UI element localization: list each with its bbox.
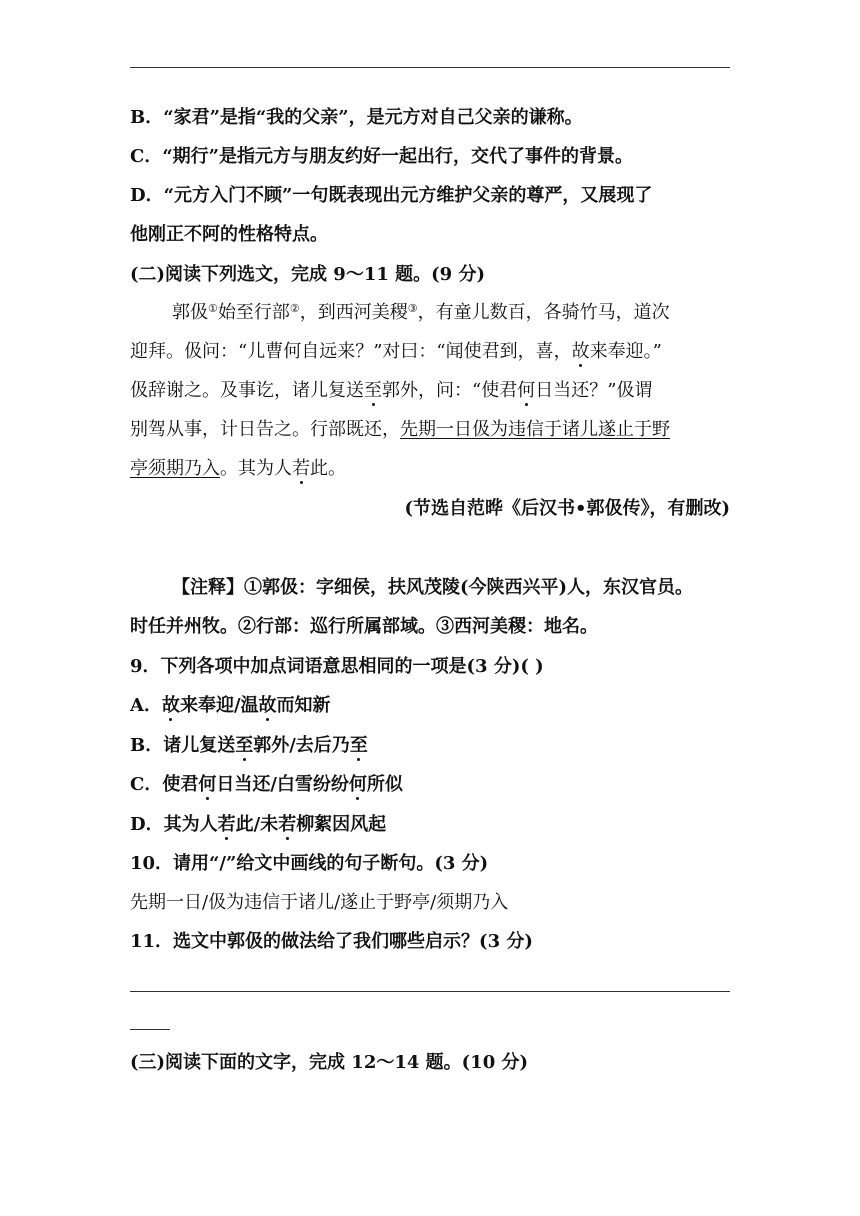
- answer-rule-short: [130, 1029, 170, 1030]
- section-three-heading: (三)阅读下面的文字，完成 12～14 题。(10 分): [130, 1052, 529, 1073]
- q9-option-c: C．使君何日当还/白雪纷纷何所似: [130, 774, 403, 795]
- dotted-char-zhi: 至: [364, 380, 382, 401]
- top-rule: [130, 67, 730, 68]
- option-d-text-line1: D．“元方入门不顾”一句既表现出元方维护父亲的尊严，又展现了: [130, 185, 653, 206]
- dotted-char-he: 何: [517, 380, 536, 401]
- answer-rule: [130, 991, 730, 992]
- underlined-sentence-part1: 先期一日伋为违信于诸儿遂止于野: [400, 419, 670, 440]
- passage-line-4: 别驾从事，计日告之。行部既还，先期一日伋为违信于诸儿遂止于野: [130, 419, 670, 440]
- underlined-sentence-part2: 亭须期乃入: [130, 458, 220, 479]
- question-10: 10．请用“/”给文中画线的句子断句。(3 分): [130, 853, 489, 874]
- dotted-char-gu: 故: [571, 341, 590, 362]
- option-c-text: C．“期行”是指元方与朋友约好一起出行，交代了事件的背景。: [130, 146, 634, 167]
- question-9: 9．下列各项中加点词语意思相同的一项是(3 分)( ): [130, 656, 544, 677]
- question-11: 11．选文中郭伋的做法给了我们哪些启示？(3 分): [130, 931, 533, 952]
- passage-line-5: 亭须期乃入。其为人若此。: [130, 458, 346, 479]
- q9-option-a: A．故来奉迎/温故而知新: [130, 695, 331, 716]
- notes-line-2: 时任并州牧。②行部：巡行所属部域。③西河美稷：地名。: [130, 616, 598, 637]
- section-two-heading: (二)阅读下列选文，完成 9～11 题。(9 分): [130, 264, 485, 285]
- option-d-text-line2: 他刚正不阿的性格特点。: [130, 224, 328, 245]
- passage-line-3: 伋辞谢之。及事讫，诸儿复送至郭外，问：“使君何日当还？”伋谓: [130, 380, 653, 401]
- dotted-char-ruo: 若: [292, 458, 310, 479]
- q9-option-d: D．其为人若此/未若柳絮因风起: [130, 814, 387, 835]
- q10-answer: 先期一日/伋为违信于诸儿/遂止于野亭/须期乃入: [130, 892, 509, 913]
- notes-line-1: 【注释】①郭伋：字细侯，扶风茂陵(今陕西兴平)人，东汉官员。: [172, 577, 694, 598]
- option-b-text: B．“家君”是指“我的父亲”，是元方对自己父亲的谦称。: [130, 107, 583, 128]
- passage-source: (节选自范晔《后汉书•郭伋传》，有删改): [404, 498, 730, 519]
- passage-line-2: 迎拜。伋问：“儿曹何自远来？”对曰：“闻使君到，喜，故来奉迎。”: [130, 341, 662, 362]
- q9-option-b: B．诸儿复送至郭外/去后乃至: [130, 735, 368, 756]
- passage-line-1: 郭伋①始至行部②，到西河美稷③，有童儿数百，各骑竹马，道次: [172, 302, 670, 323]
